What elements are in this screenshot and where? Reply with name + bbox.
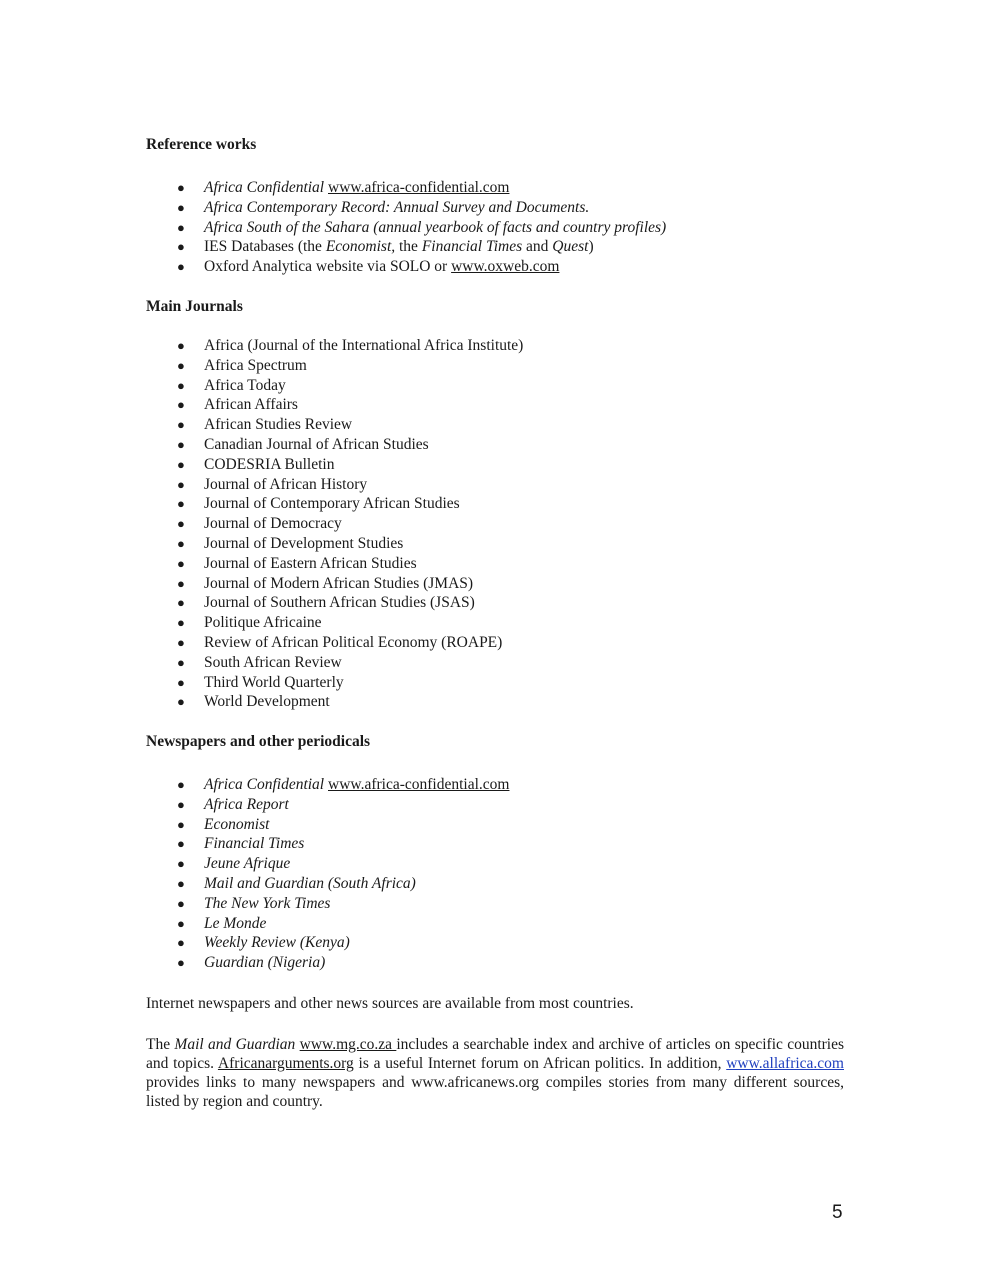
periodical-title: Economist (204, 815, 270, 833)
list-item (146, 494, 844, 514)
journal-title: Journal of Contemporary African Studies (204, 495, 460, 513)
list-item (146, 854, 844, 874)
link-africa-confidential[interactable]: www.africa-confidential.com (328, 776, 510, 793)
list-item (146, 376, 844, 396)
item-title: Africa Contemporary Record: Annual Survey and Documents. (204, 198, 590, 216)
journal-title: Africa Spectrum (204, 356, 307, 374)
list-item (146, 933, 844, 953)
item-text: ) (588, 238, 594, 256)
bullet-icon: ● (177, 575, 185, 591)
item-title: Africa South of the Sahara (annual yearbook of facts and country profiles) (204, 218, 667, 236)
newspapers-list (146, 775, 844, 973)
text: includes a searchable index and archive of articles on specific countries and topics. (146, 1036, 845, 1072)
journal-title: Canadian Journal of African Studies (204, 435, 429, 453)
bullet-icon: ● (177, 935, 185, 951)
heading-main-journals: Main Journals (146, 298, 243, 315)
list-item (146, 435, 844, 455)
bullet-icon: ● (177, 199, 185, 215)
bullet-icon: ● (177, 875, 185, 891)
text: is a useful Internet forum on African politics. In addition, (353, 1055, 727, 1072)
list-item (146, 475, 844, 495)
text: provides links to many newspapers and www.africanews.org compiles stories from many different sources, listed by region and country. (146, 1074, 844, 1110)
list-item (146, 237, 844, 257)
journal-title: Africa Today (204, 376, 286, 394)
list-item (146, 534, 844, 554)
periodical-title: Africa Report (204, 795, 289, 813)
bullet-icon: ● (177, 615, 185, 631)
journal-title: Journal of Eastern African Studies (204, 554, 417, 572)
list-item (146, 953, 844, 973)
item-italic: Economist, (325, 238, 396, 256)
list-item (146, 593, 844, 613)
bullet-icon: ● (177, 496, 185, 512)
bullet-icon: ● (177, 595, 185, 611)
list-item (146, 514, 844, 534)
list-item (146, 613, 844, 633)
list-item (146, 218, 844, 238)
journals-list (146, 336, 844, 712)
bullet-icon: ● (177, 836, 185, 852)
bullet-icon: ● (177, 816, 185, 832)
list-item (146, 874, 844, 894)
reference-list (146, 178, 844, 277)
text: The (146, 1036, 175, 1053)
item-italic: Financial Times (421, 238, 523, 256)
link-mg[interactable]: www.mg.co.za (299, 1036, 397, 1053)
list-item (146, 633, 844, 653)
list-item (146, 653, 844, 673)
list-item (146, 356, 844, 376)
journal-title: Politique Africaine (204, 614, 322, 632)
bullet-icon: ● (177, 397, 185, 413)
journal-title: Journal of African History (204, 475, 368, 493)
journal-title: Journal of Southern African Studies (JSAS) (204, 594, 475, 612)
journal-title: World Development (204, 693, 330, 711)
periodical-title: Mail and Guardian (South Africa) (204, 874, 416, 892)
bullet-icon: ● (177, 535, 185, 551)
link-allafrica[interactable]: www.allafrica.com (726, 1055, 844, 1072)
item-text: Oxford Analytica website via SOLO or (204, 258, 452, 276)
heading-reference-works: Reference works (146, 136, 257, 153)
periodical-title: The New York Times (204, 894, 331, 912)
list-item (146, 455, 844, 475)
link-oxweb[interactable]: www.oxweb.com (451, 258, 560, 276)
bullet-icon: ● (177, 436, 185, 452)
list-item (146, 795, 844, 815)
journal-title: Review of African Political Economy (ROAPE) (204, 633, 503, 651)
link-africanarguments[interactable]: Africanarguments.org (217, 1055, 354, 1072)
bullet-icon: ● (177, 915, 185, 931)
journal-title: CODESRIA Bulletin (204, 455, 335, 473)
journal-title: Journal of Democracy (204, 515, 342, 533)
journal-title: Journal of Development Studies (204, 534, 404, 552)
journal-title: Journal of Modern African Studies (JMAS) (204, 574, 474, 592)
list-item (146, 574, 844, 594)
list-item (146, 692, 844, 712)
bullet-icon: ● (177, 555, 185, 571)
list-item (146, 554, 844, 574)
bullet-icon: ● (177, 338, 185, 353)
journal-title: Third World Quarterly (204, 673, 344, 691)
list-item (146, 673, 844, 693)
page-number: 5 (832, 1202, 843, 1223)
list-item (146, 336, 844, 356)
list-item (146, 914, 844, 934)
bullet-icon: ● (177, 895, 185, 911)
bullet-icon: ● (177, 239, 185, 255)
paragraph-internet-sources: Internet newspapers and other news sources are available from most countries. (146, 995, 634, 1012)
journal-title: African Affairs (204, 396, 298, 414)
item-italic: Quest (552, 238, 589, 256)
list-item (146, 894, 844, 914)
bullet-icon: ● (177, 516, 185, 532)
paragraph-mail-and-guardian (146, 1035, 844, 1111)
list-item (146, 834, 844, 854)
periodical-title: Guardian (Nigeria) (204, 954, 326, 972)
list-item (146, 257, 844, 277)
bullet-icon: ● (177, 694, 185, 710)
bullet-icon: ● (177, 456, 185, 472)
link-africa-confidential[interactable]: www.africa-confidential.com (328, 179, 510, 196)
bullet-icon: ● (177, 955, 185, 971)
journal-title: South African Review (204, 653, 342, 671)
item-title: Africa Confidential (204, 179, 325, 196)
bullet-icon: ● (177, 796, 185, 812)
heading-newspapers: Newspapers and other periodicals (146, 733, 371, 750)
bullet-icon: ● (177, 219, 185, 235)
periodical-title: Jeune Afrique (204, 855, 291, 873)
bullet-icon: ● (177, 856, 185, 872)
periodical-title: Financial Times (204, 835, 305, 853)
italic-title: Mail and Guardian (174, 1036, 296, 1053)
journal-title: African Studies Review (204, 416, 353, 434)
item-title: Africa Confidential (204, 776, 325, 793)
bullet-icon: ● (177, 259, 185, 275)
item-text: and (522, 238, 553, 256)
bullet-icon: ● (177, 476, 185, 492)
list-item (146, 178, 844, 198)
bullet-icon: ● (177, 654, 185, 670)
list-item (146, 775, 844, 795)
bullet-icon: ● (177, 180, 185, 195)
bullet-icon: ● (177, 357, 185, 373)
bullet-icon: ● (177, 377, 185, 393)
periodical-title: Le Monde (204, 914, 267, 932)
bullet-icon: ● (177, 674, 185, 690)
list-item (146, 198, 844, 218)
bullet-icon: ● (177, 634, 185, 650)
bullet-icon: ● (177, 417, 185, 433)
item-text: the (395, 238, 422, 256)
list-item (146, 815, 844, 835)
list-item (146, 395, 844, 415)
document-page (146, 0, 844, 1280)
item-text: IES Databases (the (204, 238, 326, 256)
journal-title: Africa (Journal of the International Africa Institute) (204, 337, 524, 354)
periodical-title: Weekly Review (Kenya) (204, 934, 350, 952)
bullet-icon: ● (177, 777, 185, 792)
list-item (146, 415, 844, 435)
